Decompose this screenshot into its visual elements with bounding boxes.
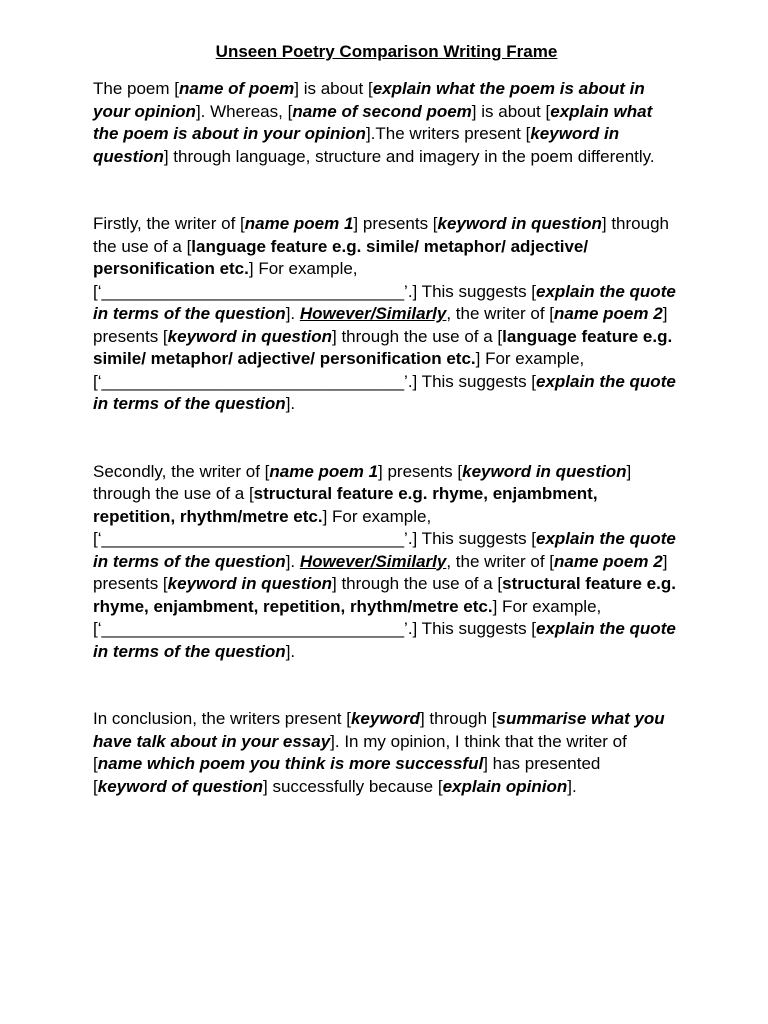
emphasis-text: keyword in question [462, 461, 627, 481]
body-text: ]. [567, 776, 577, 796]
body-text: ] presents [ [93, 304, 668, 346]
body-text: ]. Whereas, [ [195, 101, 293, 121]
body-text: ] For example, [‘________________________________’.] This suggests [ [93, 506, 537, 548]
body-text: ] is about [ [294, 79, 373, 98]
emphasis-text: However/Similarly [299, 551, 447, 571]
emphasis-text: explain the quote in terms of the question [93, 281, 676, 323]
emphasis-text: name which poem you think is more successful [97, 754, 484, 773]
structure-paragraph [93, 461, 676, 664]
body-text: ] For example, [‘________________________________’.] This suggests [ [93, 349, 585, 391]
body-text: ] through language, structure and imagery in the poem differently. [163, 146, 655, 166]
emphasis-text: name of second poem [292, 101, 472, 121]
body-text: Secondly, the writer of [ [93, 461, 270, 481]
emphasis-text: keyword in question [167, 574, 333, 593]
document-title: Unseen Poetry Comparison Writing Frame [215, 42, 558, 61]
emphasis-text: explain the quote in terms of the question [93, 529, 676, 571]
body-text: ] through the use of a [ [332, 326, 503, 346]
body-text: ]. [285, 641, 296, 661]
body-text: ] For example, [‘________________________________’.] This suggests [ [93, 596, 602, 638]
emphasis-text: However/Similarly [299, 304, 447, 323]
emphasis-text: explain the quote in terms of the question [93, 371, 676, 413]
emphasis-text: structural feature e.g. rhyme, enjambment, repetition, rhythm/metre etc. [93, 484, 598, 526]
body-text: ]. [285, 551, 300, 571]
emphasis-text: name poem 2 [554, 304, 663, 323]
intro-paragraph [93, 78, 676, 168]
body-text: ] through [ [419, 709, 497, 728]
body-text: ] successfully because [ [263, 776, 443, 796]
emphasis-text: keyword in question [167, 326, 333, 346]
body-text: The poem [ [93, 79, 179, 98]
body-text: ].The writers present [ [365, 124, 531, 143]
emphasis-text: explain what the poem is about in your opinion [93, 101, 653, 143]
emphasis-text: name of poem [179, 79, 295, 98]
emphasis-text: keyword in question [437, 214, 602, 233]
body-text: ] presents [ [93, 551, 668, 593]
body-text: ] is about [ [471, 101, 551, 121]
emphasis-text: explain the quote in terms of the question [93, 619, 676, 661]
emphasis-text: name poem 2 [554, 551, 663, 571]
emphasis-text: structural feature e.g. rhyme, enjambment, repetition, rhythm/metre etc. [93, 574, 676, 616]
body-text: ] presents [ [378, 461, 463, 481]
emphasis-text: name poem 1 [244, 214, 354, 233]
emphasis-text: explain what the poem is about in your opinion [93, 79, 645, 121]
body-text: , the writer of [ [446, 304, 555, 323]
body-text: ]. [285, 304, 300, 323]
body-text: ] presents [ [353, 214, 438, 233]
emphasis-text: language feature e.g. simile/ metaphor/ adjective/ personification etc. [93, 326, 673, 368]
body-text: ] through the use of a [ [93, 214, 669, 256]
emphasis-text: summarise what you have talk about in your essay [93, 709, 665, 751]
body-text: Firstly, the writer of [ [93, 214, 245, 233]
body-text: In conclusion, the writers present [ [93, 709, 351, 728]
emphasis-text: keyword [350, 709, 420, 728]
body-text: ] has presented [ [93, 754, 601, 796]
body-text: ] For example, [‘________________________________’.] This suggests [ [93, 259, 537, 301]
body-text: , the writer of [ [446, 551, 555, 571]
emphasis-text: name poem 1 [269, 461, 379, 481]
conclusion-paragraph [93, 708, 676, 798]
body-text: ]. In my opinion, I think that the writer of [ [93, 731, 627, 773]
body-text: ] through the use of a [ [93, 461, 632, 503]
emphasis-text: keyword of question [97, 776, 264, 796]
emphasis-text: language feature e.g. simile/ metaphor/ adjective/ personification etc. [93, 236, 589, 278]
document-body [93, 78, 676, 798]
body-text: ]. [285, 394, 296, 413]
emphasis-text: keyword in question [93, 124, 620, 166]
language-paragraph [93, 213, 676, 416]
body-text: ] through the use of a [ [332, 574, 503, 593]
emphasis-text: explain opinion [442, 776, 568, 796]
